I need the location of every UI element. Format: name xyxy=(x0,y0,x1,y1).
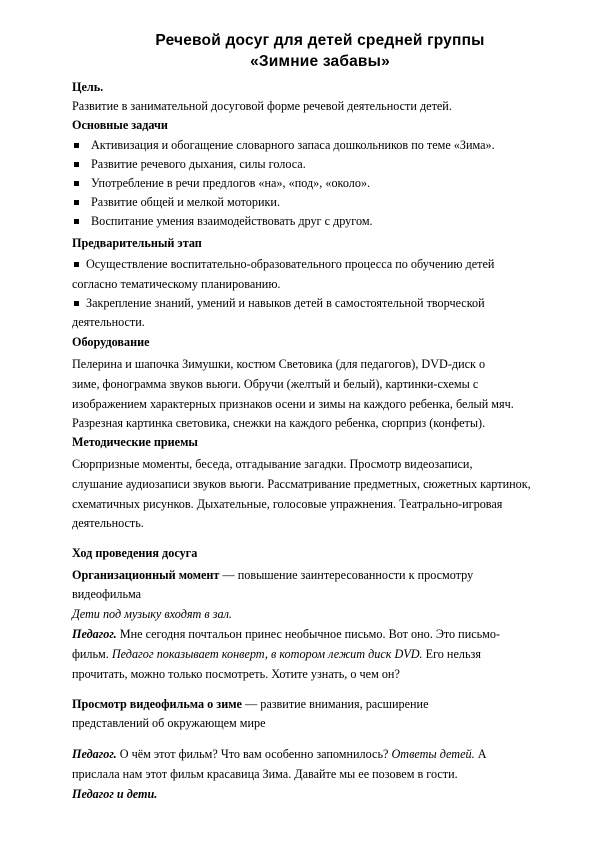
teacher-speech1-line2 xyxy=(72,645,481,664)
teacher-speech1-line3: прочитать, можно только посмотреть. Хотите узнать, о чем он? xyxy=(72,667,400,681)
goal-text: Развитие в занимательной досуговой форме речевой деятельности детей. xyxy=(72,99,452,113)
methods-line: схематичных рисунков. Дыхательные, голосовые упражнения. Театрально-игровая xyxy=(72,497,503,511)
preliminary-item2-line1: Закрепление знаний, умений и навыков детей в самостоятельной творческой xyxy=(86,296,485,310)
document-title-line1: Речевой досуг для детей средней группы xyxy=(155,32,485,49)
org-moment-line1 xyxy=(72,566,473,585)
task-item: Активизация и обогащение словарного запаса дошкольников по теме «Зима». xyxy=(91,138,495,152)
task-item: Развитие речевого дыхания, силы голоса. xyxy=(91,157,306,171)
preliminary-item2-line2: деятельности. xyxy=(72,315,145,329)
teacher-speech-text: фильм. xyxy=(72,647,112,661)
org-moment-label: Организационный момент xyxy=(72,568,220,582)
preliminary-item1-line1: Осуществление воспитательно-образовательного процесса по обучению детей xyxy=(86,257,495,271)
bullet-icon xyxy=(74,200,79,205)
teacher-label: Педагог. xyxy=(72,747,117,761)
preliminary-item1-line2: согласно тематическому планированию. xyxy=(72,277,281,291)
stage-direction: Педагог показывает конверт, в котором лежит диск DVD. xyxy=(111,647,423,661)
task-item: Развитие общей и мелкой моторики. xyxy=(91,195,280,209)
bullet-icon xyxy=(74,181,79,186)
bullet-icon xyxy=(74,301,79,306)
bullet-icon xyxy=(74,143,79,148)
course-heading: Ход проведения досуга xyxy=(72,546,198,560)
methods-line: слушание аудиозаписи звуков вьюги. Рассматривание предметных, сюжетных картинок, xyxy=(72,477,531,491)
tasks-heading: Основные задачи xyxy=(72,118,168,132)
task-item: Воспитание умения взаимодействовать друг с другом. xyxy=(91,214,373,228)
video-section-text: — развитие внимания, расширение xyxy=(241,697,429,711)
equipment-line: изображением характерных признаков осени и зимы на каждого ребенка, белый мяч. xyxy=(72,397,514,411)
teacher-speech-text: Его нельзя xyxy=(422,647,481,661)
org-moment-text: — повышение заинтересованности к просмотру xyxy=(219,568,474,582)
goal-heading: Цель. xyxy=(72,80,104,94)
document-title-line2: «Зимние забавы» xyxy=(250,53,390,70)
bullet-icon xyxy=(74,162,79,167)
org-moment-line2: видеофильма xyxy=(72,587,142,601)
methods-line: Сюрпризные моменты, беседа, отгадывание загадки. Просмотр видеозаписи, xyxy=(72,457,473,471)
bullet-icon xyxy=(74,262,79,267)
teacher-speech2-line2: прислала нам этот фильм красавица Зима. Давайте мы ее позовем в гости. xyxy=(72,767,458,781)
teacher-speech-text: Мне сегодня почтальон принес необычное письмо. Вот оно. Это письмо- xyxy=(116,627,501,641)
task-item: Употребление в речи предлогов «на», «под», «около». xyxy=(91,176,371,190)
teacher-speech2-line1 xyxy=(72,745,487,764)
video-section-line2: представлений об окружающем мире xyxy=(72,716,266,730)
stage-direction: Ответы детей. xyxy=(391,747,475,761)
methods-line: деятельность. xyxy=(72,516,144,530)
video-section-line1 xyxy=(72,695,428,714)
video-section-label: Просмотр видеофильма о зиме xyxy=(72,697,242,711)
teacher-children-label: Педагог и дети. xyxy=(72,787,158,801)
children-enter-note: Дети под музыку входят в зал. xyxy=(72,607,232,621)
equipment-line: зиме, фонограмма звуков вьюги. Обручи (желтый и белый), картинки-схемы с xyxy=(72,377,479,391)
teacher-label: Педагог. xyxy=(72,627,117,641)
equipment-line: Разрезная картинка световика, снежки на каждого ребенка, сюрприз (конфеты). xyxy=(72,416,486,430)
methods-heading: Методические приемы xyxy=(72,435,198,449)
teacher-speech-text: О чём этот фильм? Что вам особенно запомнилось? xyxy=(116,747,392,761)
teacher-speech-text: А xyxy=(474,747,487,761)
preliminary-heading: Предварительный этап xyxy=(72,236,202,250)
bullet-icon xyxy=(74,219,79,224)
equipment-line: Пелерина и шапочка Зимушки, костюм Световика (для педагогов), DVD-диск о xyxy=(72,357,486,371)
teacher-speech1-line1 xyxy=(72,625,500,644)
equipment-heading: Оборудование xyxy=(72,335,150,349)
